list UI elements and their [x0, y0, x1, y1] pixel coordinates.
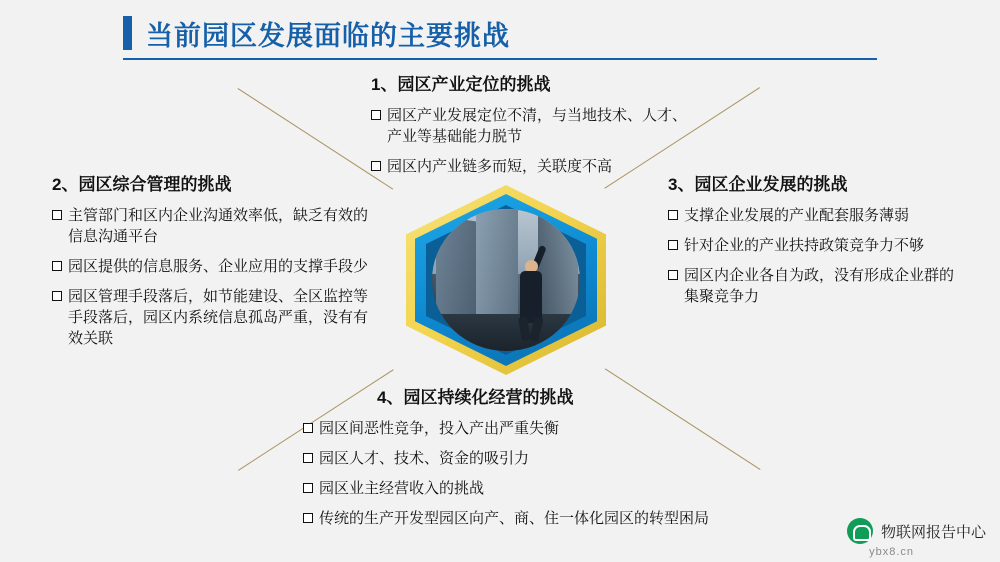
challenge-block-4	[303, 383, 763, 538]
block-1-bullet-1: 园区产业发展定位不清，与当地技术、人才、产业等基础能力脱节	[371, 105, 701, 147]
block-4-bullet-2: 园区人才、技术、资金的吸引力	[303, 448, 763, 469]
footer-text: 物联网报告中心	[880, 523, 986, 541]
block-3-bullet-3: 园区内企业各自为政，没有形成企业群的集聚竞争力	[668, 265, 968, 307]
url-watermark: ybx8.cn	[869, 546, 914, 558]
block-4-title: 4、园区持续化经营的挑战	[377, 388, 574, 407]
challenge-block-2	[52, 170, 382, 358]
title-underline	[123, 58, 877, 60]
center-hexagon-graphic	[406, 185, 606, 375]
block-1-bullet-2: 园区内产业链多而短，关联度不高	[371, 156, 701, 177]
block-2-bullet-1: 主管部门和区内企业沟通效率低，缺乏有效的信息沟通平台	[52, 205, 382, 247]
footer-watermark	[847, 518, 986, 544]
block-4-bullet-4: 传统的生产开发型园区向产、商、住一体化园区的转型困局	[303, 508, 763, 529]
block-2-bullet-2: 园区提供的信息服务、企业应用的支撑手段少	[52, 256, 382, 277]
title-accent-bar	[123, 16, 132, 50]
block-3-bullet-1: 支撑企业发展的产业配套服务薄弱	[668, 205, 968, 226]
block-3-title: 3、园区企业发展的挑战	[668, 175, 848, 194]
block-4-bullet-3: 园区业主经营收入的挑战	[303, 478, 763, 499]
challenge-block-1	[371, 70, 701, 186]
slide-title-area	[0, 14, 1000, 56]
photo-person-icon	[506, 243, 558, 339]
person-body	[520, 271, 542, 323]
block-1-title: 1、园区产业定位的挑战	[371, 75, 551, 94]
page-title: 当前园区发展面临的主要挑战	[146, 21, 510, 51]
block-4-bullet-1: 园区间恶性竞争，投入产出严重失衡	[303, 418, 763, 439]
block-2-title: 2、园区综合管理的挑战	[52, 175, 232, 194]
challenge-block-3	[668, 170, 968, 316]
block-3-bullet-2: 针对企业的产业扶持政策竞争力不够	[668, 235, 968, 256]
block-2-bullet-3: 园区管理手段落后，如节能建设、全区监控等手段落后，园区内系统信息孤岛严重，没有有效关联	[52, 286, 382, 349]
center-photo	[432, 209, 580, 351]
wechat-account-logo-icon	[847, 518, 873, 544]
